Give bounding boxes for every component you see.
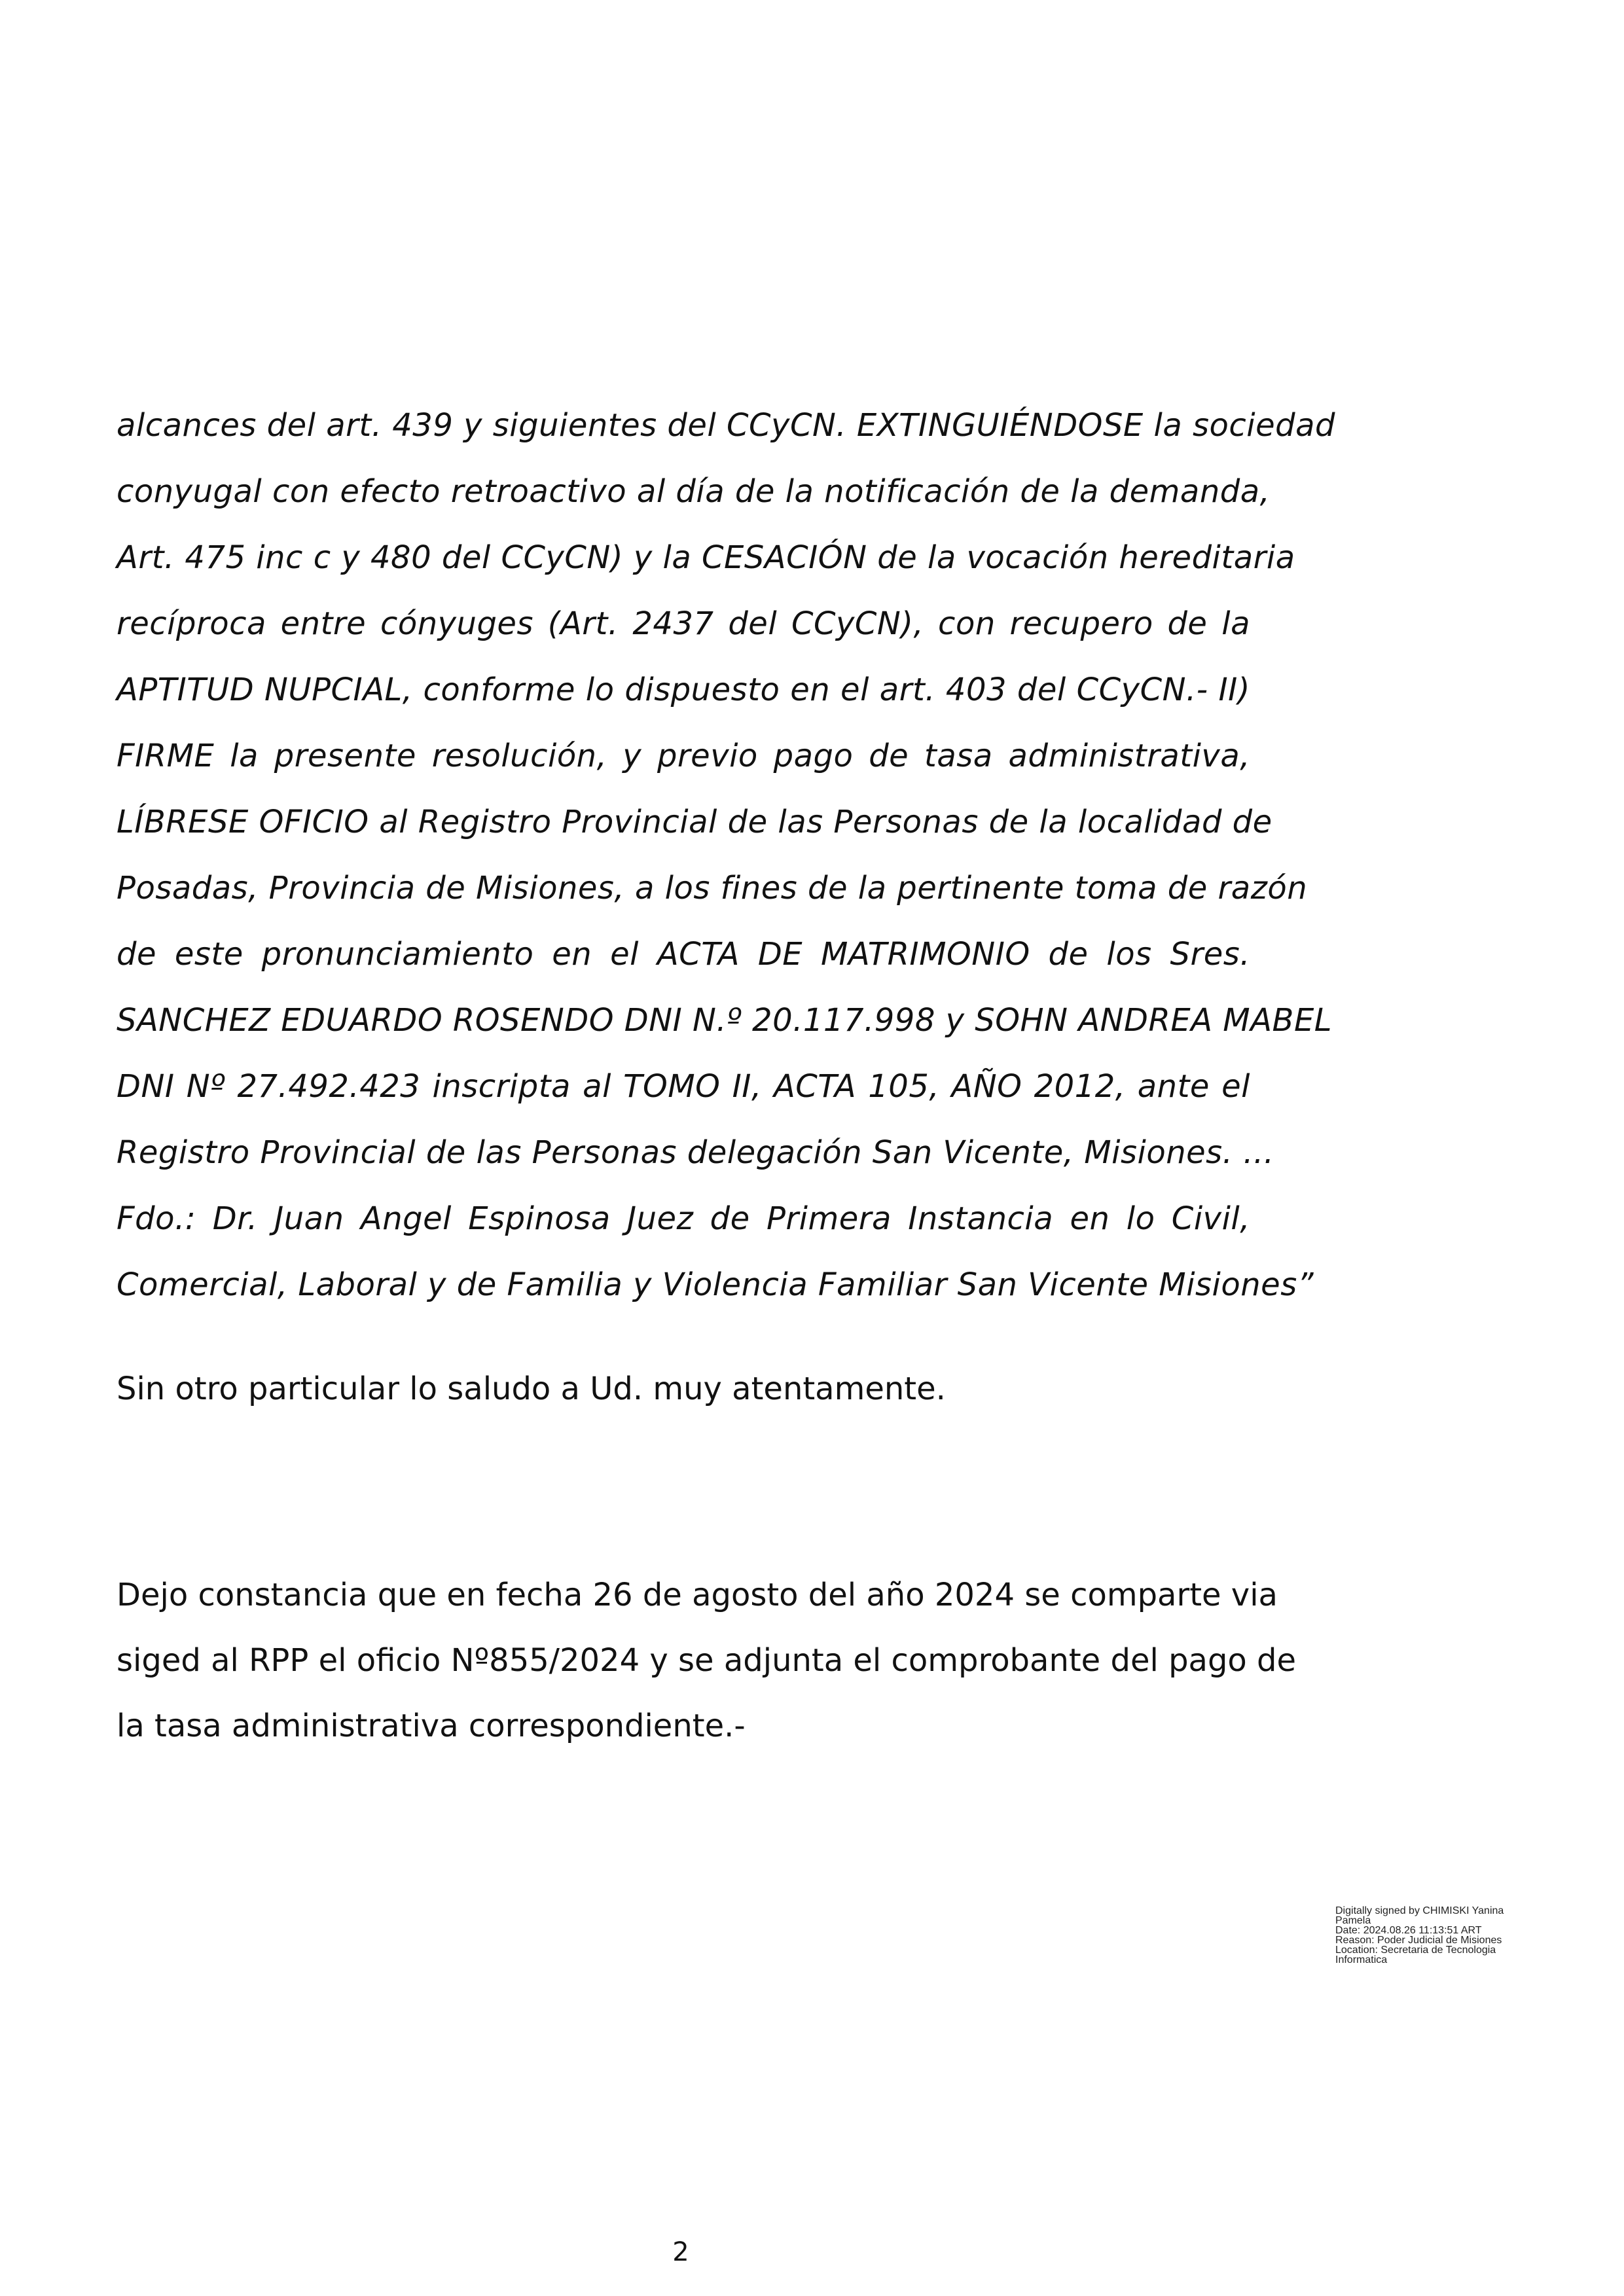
quote-line: Posadas, Provincia de Misiones, a los fines de la pertinente toma de razón [117, 870, 1308, 906]
constancia-line-last: la tasa administrativa correspondiente.- [117, 1708, 746, 1744]
quote-line: APTITUD NUPCIAL, conforme lo dispuesto en el art. 403 del CCyCN.- II) [117, 672, 1250, 708]
quote-line: SANCHEZ EDUARDO ROSENDO DNI N.º 20.117.998 y SOHN ANDREA MABEL [117, 1002, 1333, 1039]
constancia-paragraph [117, 1562, 1297, 1759]
quote-line: Art. 475 inc c y 480 del CCyCN) y la CESACIÓN de la vocación hereditaria [117, 539, 1295, 576]
quote-line: DNI Nº 27.492.423 inscripta al TOMO II, ACTA 105, AÑO 2012, ante el [117, 1068, 1250, 1105]
quote-line: FIRME la presente resolución, y previo pago de tasa administrativa, [117, 738, 1250, 774]
quote-line: conyugal con efecto retroactivo al día de la notificación de la demanda, [117, 473, 1271, 510]
quoted-resolution [117, 393, 1335, 1318]
signature-signer-cont: Pamela [1335, 1915, 1371, 1926]
constancia-line: Dejo constancia que en fecha 26 de agosto del año 2024 se comparte via [117, 1577, 1278, 1613]
quote-line: LÍBRESE OFICIO al Registro Provincial de las Personas de la localidad de [117, 804, 1272, 840]
quote-line: Fdo.: Dr. Juan Angel Espinosa Juez de Primera Instancia en lo Civil, [117, 1200, 1250, 1237]
page-number: 2 [672, 2237, 689, 2267]
closing-salutation: Sin otro particular lo saludo a Ud. muy atentamente. [117, 1371, 946, 1407]
constancia-line: siged al RPP el oficio Nº855/2024 y se adjunta el comprobante del pago de [117, 1642, 1297, 1679]
signature-signer: Digitally signed by CHIMISKI Yanina [1335, 1905, 1504, 1916]
quote-line-last: Comercial, Laboral y de Familia y Violencia Familiar San Vicente Misiones” [117, 1266, 1314, 1303]
quote-line: Registro Provincial de las Personas delegación San Vicente, Misiones. ... [117, 1134, 1274, 1171]
quote-line: recíproca entre cónyuges (Art. 2437 del CCyCN), con recupero de la [117, 605, 1250, 642]
quote-line: alcances del art. 439 y siguientes del CCyCN. EXTINGUIÉNDOSE la sociedad [117, 407, 1335, 444]
signature-date: Date: 2024.08.26 11:13:51 ART [1335, 1925, 1482, 1936]
signature-reason: Reason: Poder Judicial de Misiones [1335, 1935, 1502, 1946]
signature-location-cont: Informatica [1335, 1954, 1388, 1965]
digital-signature-block [1335, 1906, 1545, 1965]
quote-line: de este pronunciamiento en el ACTA DE MATRIMONIO de los Sres. [117, 936, 1250, 973]
signature-location: Location: Secretaria de Tecnologia [1335, 1945, 1496, 1956]
